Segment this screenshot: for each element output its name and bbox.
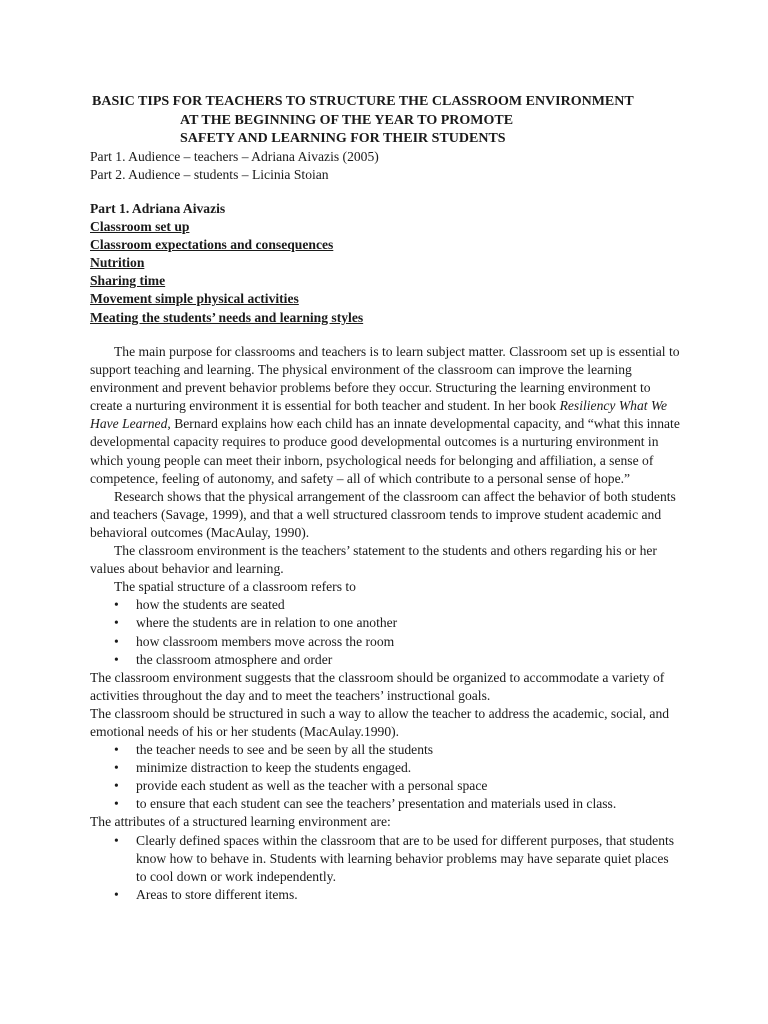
list-item: • provide each student as well as the teacher with a personal space: [90, 777, 680, 795]
part-2-line: Part 2. Audience – students – Licinia Stoian: [90, 167, 329, 183]
paragraph-1-text-a: The main purpose for classrooms and teachers is to learn subject matter. Classroom set up is essential to support teaching and learning. The physical environment of the classroom can improve the learning environment and prevent behavior problems before they occur. Structuring the learning environment to create a nurturing environment it is essential for both teacher and student. In her book: [90, 344, 680, 414]
paragraph-4: The spatial structure of a classroom refers to: [114, 579, 356, 595]
list-item: • Areas to store different items.: [90, 886, 680, 904]
paragraph-1-text-b: , Bernard explains how each child has an innate developmental capacity, and “what this innate developmental capacity requires to produce good developmental outcomes is a nurturing environment in which young people can meet their inborn, psychological needs for belonging and affiliation, a sense of competence, feeling of autonomy, and safety – all of which contribute to a personal sense of hope.”: [90, 416, 680, 486]
toc-item-expectations[interactable]: Classroom expectations and consequences: [90, 237, 334, 253]
title-line-1: BASIC TIPS FOR TEACHERS TO STRUCTURE THE CLASSROOM ENVIRONMENT: [92, 94, 634, 109]
bullet-list-attributes: [90, 832, 680, 904]
list-item: • minimize distraction to keep the students engaged.: [90, 759, 680, 777]
audience-parts: [90, 148, 379, 184]
paragraph-6: The classroom should be structured in such a way to allow the teacher to address the academic, social, and emotional needs of his or her students (MacAulay.1990).: [90, 705, 670, 739]
table-of-contents: [90, 200, 363, 327]
list-item: • the teacher needs to see and be seen by all the students: [90, 741, 680, 759]
toc-item-students-needs[interactable]: Meating the students’ needs and learning styles: [90, 309, 364, 325]
title-line-3: SAFETY AND LEARNING FOR THEIR STUDENTS: [180, 131, 506, 146]
toc-item-movement[interactable]: Movement simple physical activities: [90, 291, 299, 307]
paragraph-3: The classroom environment is the teachers’ statement to the students and others regarding his or her values about behavior and learning.: [90, 543, 657, 577]
toc-item-classroom-set-up[interactable]: Classroom set up: [90, 219, 190, 235]
title-line-2: AT THE BEGINNING OF THE YEAR TO PROMOTE: [180, 112, 514, 128]
list-item: • how the students are seated: [90, 596, 680, 614]
book-title: Resiliency What We Have Learned: [90, 398, 668, 432]
bullet-list-goals: [90, 741, 680, 813]
list-item: • where the students are in relation to one another: [90, 614, 680, 632]
list-item: • the classroom atmosphere and order: [90, 651, 680, 669]
paragraph-5: The classroom environment suggests that the classroom should be organized to accommodate a variety of activities throughout the day and to meet the teachers’ instructional goals.: [90, 669, 665, 703]
paragraph-2: Research shows that the physical arrangement of the classroom can affect the behavior of both students and teachers (Savage, 1999), and that a well structured classroom tends to improve student academic and behavioral outcomes (MacAulay, 1990).: [90, 488, 676, 540]
list-item: • to ensure that each student can see the teachers’ presentation and materials used in class.: [90, 795, 680, 813]
toc-heading: Part 1. Adriana Aivazis: [90, 201, 226, 216]
body-text: [90, 343, 680, 904]
list-item: • how classroom members move across the room: [90, 633, 680, 651]
document-title: [0, 93, 768, 149]
paragraph-1: [90, 343, 680, 488]
paragraph-7: The attributes of a structured learning environment are:: [90, 814, 391, 830]
bullet-list-spatial: [90, 596, 680, 668]
toc-item-nutrition[interactable]: Nutrition: [90, 255, 145, 271]
part-1-line: Part 1. Audience – teachers – Adriana Aivazis (2005): [90, 149, 379, 164]
toc-item-sharing-time[interactable]: Sharing time: [90, 273, 166, 289]
list-item: • Clearly defined spaces within the classroom that are to be used for different purposes, that students know how to behave in. Students with learning behavior problems may have separate quiet places to cool down or work independently.: [90, 832, 680, 886]
